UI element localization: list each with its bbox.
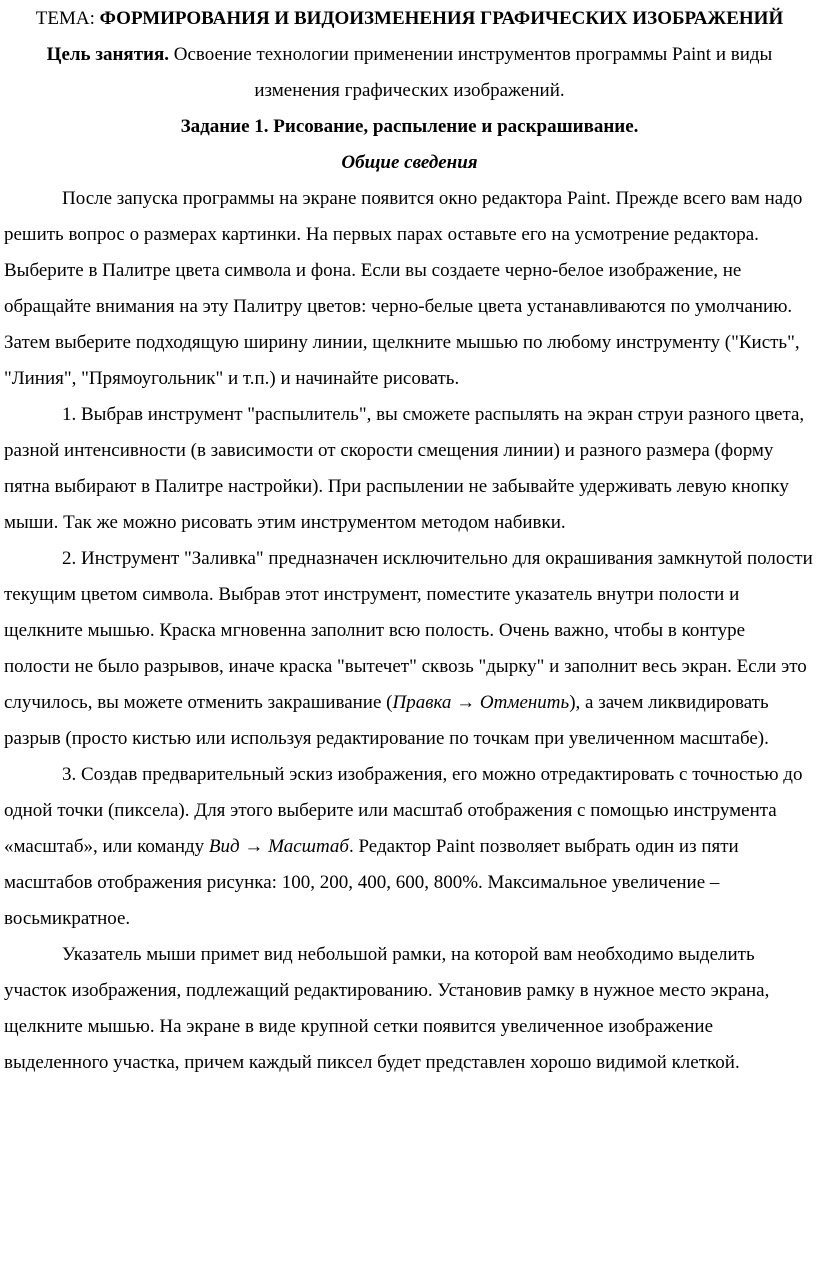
paragraph-pointer: Указатель мыши примет вид небольшой рамки, на которой вам необходимо выделить участок изображения, подлежащий редактированию. Установив рамку в нужное место экрана, щелкните мышью. На экране в виде крупной сетки появится увеличенное изображение выделенного участка, причем каждый пиксел будет представлен хорошо видимой клеткой.: [4, 944, 770, 1073]
paragraph-zoom: [4, 757, 815, 937]
topic-heading: [4, 0, 815, 37]
fill-menu-path: Правка → Отменить: [392, 692, 570, 713]
zoom-menu-path: Вид → Масштаб: [208, 836, 349, 857]
paragraph-fill: [4, 541, 815, 757]
topic-prefix: ТЕМА:: [35, 8, 100, 29]
fill-text-end: ), а зачем ликвидировать разрыв (просто кистью или используя редактирование по точкам при увеличенном масштабе).: [4, 692, 769, 749]
lesson-goal: [4, 37, 815, 109]
paragraph-intro: После запуска программы на экране появится окно редактора Paint. Прежде всего вам надо решить вопрос о размерах картинки. На первых парах оставьте его на усмотрение редактора. Выберите в Палитре цвета символа и фона. Если вы создаете черно-белое изображение, не обращайте внимания на эту Палитру цветов: черно-белые цвета устанавливаются по умолчанию. Затем выберите подходящую ширину линии, щелкните мышью по любому инструменту ("Кисть", "Линия", "Прямоугольник" и т.п.) и начинайте рисовать.: [4, 188, 803, 389]
section-title: Общие сведения: [341, 152, 478, 173]
topic-title: ФОРМИРОВАНИЯ И ВИДОИЗМЕНЕНИЯ ГРАФИЧЕСКИХ ИЗОБРАЖЕНИЙ: [99, 8, 784, 29]
goal-label: Цель занятия.: [46, 44, 170, 65]
zoom-text-end: . Редактор Paint позволяет выбрать один из пяти масштабов отображения рисунка: 100, 200, 400, 600, 800%. Максимальное увеличение – восьмикратное.: [4, 836, 739, 929]
goal-text: Освоение технологии применении инструментов программы Paint и виды изменения графических изображений.: [169, 44, 773, 101]
zoom-text-start: 3. Создав предварительный эскиз изображения, его можно отредактировать с точностью до одной точки (пиксела). Для этого выберите или масштаб отображения с помощью инструмента «масштаб», или команду: [4, 764, 803, 857]
fill-text-start: 2. Инструмент "Заливка" предназначен исключительно для окрашивания замкнутой полости текущим цветом символа. Выбрав этот инструмент, поместите указатель внутри полости и щелкните мышью. Краска мгновенна заполнит всю полость. Очень важно, чтобы в контуре полости не было разрывов, иначе краска "вытечет" сквозь "дырку" и заполнит весь экран. Если это случилось, вы можете отменить закрашивание (: [4, 548, 813, 713]
paragraph-sprayer: 1. Выбрав инструмент "распылитель", вы сможете распылять на экран струи разного цвета, разной интенсивности (в зависимости от скорости смещения линии) и разного размера (форму пятна выбирают в Палитре настройки). При распылении не забывайте удерживать левую кнопку мыши. Так же можно рисовать этим инструментом методом набивки.: [4, 404, 805, 533]
task-title: Задание 1. Рисование, распыление и раскрашивание.: [180, 116, 639, 137]
